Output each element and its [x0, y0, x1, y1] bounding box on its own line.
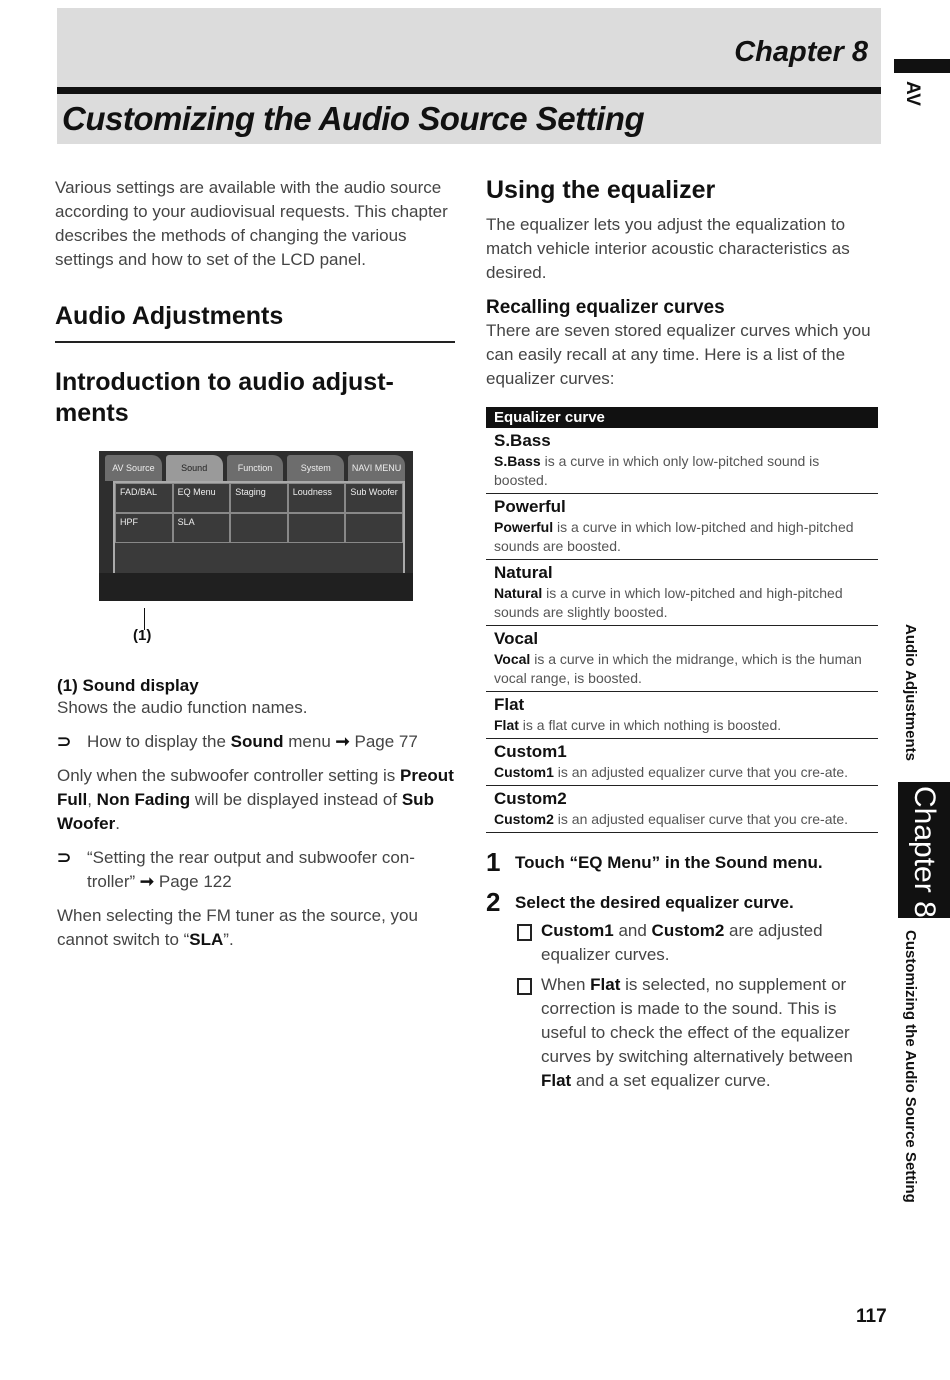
eq-curve-name: Custom2	[494, 789, 567, 808]
equalizer-intro: The equalizer lets you adjust the equalization to match vehicle interior acoustic characteristics as desired.	[486, 215, 850, 282]
left-column	[55, 176, 455, 601]
sla-note: When selecting the FM tuner as the source, you cannot switch to “SLA”.	[57, 906, 418, 949]
screen-cell: Loudness	[288, 483, 346, 513]
eq-curve-item	[486, 626, 878, 692]
reference-icon: ⊃	[57, 732, 72, 751]
section-tab-marker	[894, 59, 950, 73]
screen-cell: EQ Menu	[173, 483, 231, 513]
sound-display-title: (1) Sound display	[57, 676, 199, 695]
side-label-customizing: Customizing the Audio Source Setting	[902, 930, 919, 1203]
note-custom-curves: Custom1 and Custom2 are adjusted equalizer curves.	[486, 919, 878, 967]
eq-curve-desc: Vocal is a curve in which the midrange, which is the human vocal range, is boosted.	[494, 651, 862, 686]
eq-curve-item	[486, 692, 878, 739]
checkbox-bullet-icon	[517, 924, 532, 941]
callout-label: (1)	[133, 627, 152, 644]
screen-base	[99, 573, 413, 601]
subsection-title: Introduction to audio adjust-ments	[55, 368, 394, 427]
section-title: Audio Adjustments	[55, 302, 284, 330]
equalizer-table-header: Equalizer curve	[486, 407, 878, 428]
page-number: 117	[856, 1306, 887, 1327]
eq-curve-name: Custom1	[494, 742, 567, 761]
side-label-audio-adjustments: Audio Adjustments	[902, 624, 919, 761]
screen-tab: AV Source	[105, 455, 162, 481]
eq-curve-desc: Custom2 is an adjusted equaliser curve that you cre-ate.	[494, 811, 849, 827]
equalizer-title: Using the equalizer	[486, 176, 716, 204]
eq-curve-desc: Powerful is a curve in which low-pitched and high-pitched sounds are boosted.	[494, 519, 854, 554]
intro-paragraph: Various settings are available with the audio source according to your audiovisual requests. This chapter describes the methods of changing the various settings and how to set of the LCD panel.	[55, 178, 448, 269]
section-rule	[55, 341, 455, 343]
screen-cell: Sub Woofer	[345, 483, 403, 513]
step-1: 1 Touch “EQ Menu” in the Sound menu.	[486, 847, 823, 877]
eq-curve-desc: Custom1 is an adjusted equalizer curve that you cre-ate.	[494, 764, 849, 780]
right-column	[486, 176, 878, 1093]
subwoofer-note: Only when the subwoofer controller setting is Preout Full, Non Fading will be displayed instead of Sub Woofer.	[57, 766, 454, 833]
eq-curve-name: Vocal	[494, 629, 539, 648]
eq-curve-name: Natural	[494, 563, 553, 582]
step-2: 2 Select the desired equalizer curve.	[486, 887, 794, 917]
arrow-icon: ➞	[335, 732, 350, 751]
screen-tab: Function	[227, 455, 284, 481]
eq-curve-item	[486, 428, 878, 494]
screen-cell: Staging	[230, 483, 288, 513]
eq-curve-item	[486, 786, 878, 833]
step-number: 2	[486, 887, 501, 917]
reference-1: ⊃ How to display the Sound menu ➞ Page 77	[57, 730, 457, 754]
sound-display-text: Shows the audio function names.	[57, 698, 308, 717]
eq-curve-name: S.Bass	[494, 431, 551, 450]
screen-tab-bar	[105, 455, 405, 481]
screen-cell: FAD/BAL	[115, 483, 173, 513]
sound-display-block	[57, 676, 457, 962]
eq-curve-item	[486, 560, 878, 626]
eq-curve-desc: Flat is a flat curve in which nothing is boosted.	[494, 717, 782, 733]
eq-curve-item	[486, 739, 878, 786]
note-flat-curve: When Flat is selected, no supplement or correction is made to the sound. This is useful to check the effect of the equalizer curves by switching alternatively between Flat and a set equalizer curve.	[486, 973, 878, 1093]
screen-cell: HPF	[115, 513, 173, 543]
page-title: Customizing the Audio Source Setting	[62, 100, 645, 137]
side-chapter-label: Chapter 8	[908, 786, 941, 918]
sound-menu-screenshot	[99, 451, 413, 601]
arrow-icon: ➞	[139, 872, 155, 891]
eq-curve-name: Flat	[494, 695, 525, 714]
screen-function-grid	[113, 481, 405, 575]
screen-cell	[288, 513, 346, 543]
eq-curve-item	[486, 494, 878, 560]
screen-tab: NAVI MENU	[348, 455, 405, 481]
step-number: 1	[486, 847, 501, 877]
screen-cell	[230, 513, 288, 543]
recall-text: There are seven stored equalizer curves which you can easily recall at any time. Here is a list of the equalizer curves:	[486, 321, 871, 388]
screen-tab-active: Sound	[166, 455, 223, 481]
checkbox-bullet-icon	[517, 978, 532, 995]
chapter-label: Chapter 8	[734, 36, 868, 68]
screen-tab: System	[287, 455, 344, 481]
eq-curve-desc: S.Bass is a curve in which only low-pitched sound is boosted.	[494, 453, 820, 488]
screen-cell	[345, 513, 403, 543]
recall-title: Recalling equalizer curves	[486, 297, 725, 318]
eq-curve-name: Powerful	[494, 497, 566, 516]
header-rule	[57, 87, 881, 94]
eq-curve-desc: Natural is a curve in which low-pitched and high-pitched sounds are slightly boosted.	[494, 585, 843, 620]
reference-icon: ⊃	[57, 848, 72, 867]
screen-cell: SLA	[173, 513, 231, 543]
reference-2: ⊃ “Setting the rear output and subwoofer con-troller” ➞ Page 122	[57, 848, 415, 891]
side-av-label: AV	[902, 81, 923, 106]
side-chapter-tab	[898, 782, 950, 918]
